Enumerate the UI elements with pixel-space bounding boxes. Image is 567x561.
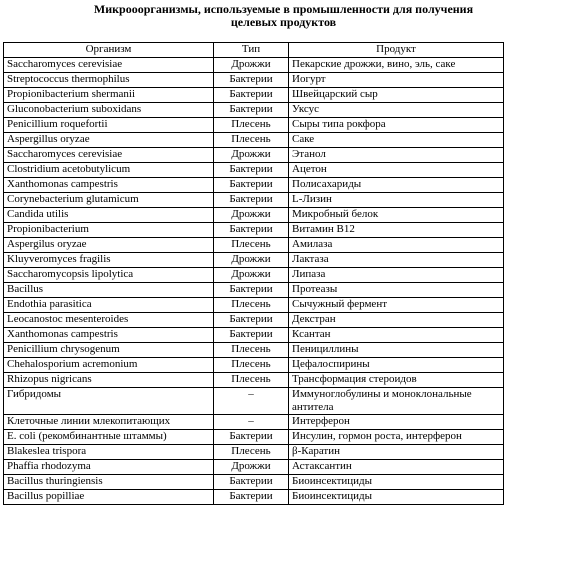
organism-cell: Propionibacterium [4,223,214,238]
type-cell: Дрожжи [214,58,289,73]
type-cell: Плесень [214,373,289,388]
title-line-1: Микрооорганизмы, используемые в промышленности для получения [93,2,474,16]
product-cell: Амилаза [289,238,504,253]
product-cell: Уксус [289,103,504,118]
type-cell: Бактерии [214,490,289,505]
header-product: Продукт [289,43,504,58]
organism-cell: Phaffia rhodozyma [4,460,214,475]
product-cell: Этанол [289,148,504,163]
table-row [4,253,504,268]
type-cell: Бактерии [214,88,289,103]
organism-cell: Bacillus popilliae [4,490,214,505]
type-cell: Дрожжи [214,268,289,283]
organism-cell: E. coli (рекомбинантные штаммы) [4,430,214,445]
type-cell: – [214,415,289,430]
table-row [4,268,504,283]
type-cell: Бактерии [214,313,289,328]
type-cell: Плесень [214,133,289,148]
type-cell: Дрожжи [214,148,289,163]
type-cell: Плесень [214,343,289,358]
product-cell: L-Лизин [289,193,504,208]
organism-cell: Penicillium chrysogenum [4,343,214,358]
organism-cell: Saccharomyces cerevisiae [4,58,214,73]
product-cell: Трансформация стероидов [289,373,504,388]
product-cell: Интерферон [289,415,504,430]
product-cell: Цефалоспирины [289,358,504,373]
table-row [4,208,504,223]
type-cell: Бактерии [214,193,289,208]
title-line-2: целевых продуктов [230,15,337,29]
type-cell: Бактерии [214,103,289,118]
type-cell: Бактерии [214,283,289,298]
document-title [0,3,567,29]
product-cell: Ксантан [289,328,504,343]
organism-cell: Xanthomonas campestris [4,328,214,343]
product-cell: β-Каратин [289,445,504,460]
organism-cell: Clostridium acetobutylicum [4,163,214,178]
type-cell: Дрожжи [214,208,289,223]
header-type: Тип [214,43,289,58]
product-cell: Биоинсектициды [289,475,504,490]
table-row [4,193,504,208]
type-cell: Плесень [214,238,289,253]
table-row [4,148,504,163]
table-row [4,178,504,193]
header-organism: Организм [4,43,214,58]
table-row [4,475,504,490]
table-row [4,58,504,73]
product-cell: Пенициллины [289,343,504,358]
table-row [4,415,504,430]
product-cell: Швейцарский сыр [289,88,504,103]
organism-cell: Corynebacterium glutamicum [4,193,214,208]
product-cell: Иммуноглобулины и моноклональные антитела [289,388,504,415]
organism-cell: Streptococcus thermophilus [4,73,214,88]
organism-cell: Blakeslea trispora [4,445,214,460]
table-row [4,430,504,445]
type-cell: Бактерии [214,430,289,445]
product-cell: Сычужный фермент [289,298,504,313]
type-cell: Плесень [214,118,289,133]
type-cell: Плесень [214,445,289,460]
table-row [4,343,504,358]
table-header-row [4,43,504,58]
table-body [4,58,504,505]
organism-cell: Bacillus [4,283,214,298]
type-cell: Бактерии [214,73,289,88]
organism-cell: Penicillium roquefortii [4,118,214,133]
product-cell: Лактаза [289,253,504,268]
product-cell: Пекарские дрожжи, вино, эль, саке [289,58,504,73]
organism-cell: Candida utilis [4,208,214,223]
product-cell: Инсулин, гормон роста, интерферон [289,430,504,445]
organism-cell: Гибридомы [4,388,214,415]
organism-cell: Leocanostoc mesenteroides [4,313,214,328]
table-row [4,118,504,133]
organism-cell: Aspergilus oryzae [4,238,214,253]
organism-cell: Endothia parasitica [4,298,214,313]
organism-cell: Saccharomycopsis lipolytica [4,268,214,283]
table-row [4,445,504,460]
organism-cell: Клеточные линии млекопитающих [4,415,214,430]
type-cell: Бактерии [214,475,289,490]
type-cell: Плесень [214,358,289,373]
organism-cell: Aspergillus oryzae [4,133,214,148]
table-row [4,358,504,373]
product-cell: Полисахариды [289,178,504,193]
table-row [4,88,504,103]
table-row [4,373,504,388]
product-cell: Микробный белок [289,208,504,223]
product-cell: Астаксантин [289,460,504,475]
product-cell: Биоинсектициды [289,490,504,505]
organism-cell: Rhizopus nigricans [4,373,214,388]
type-cell: Бактерии [214,178,289,193]
product-cell: Витамин B12 [289,223,504,238]
table-row [4,490,504,505]
type-cell: Бактерии [214,328,289,343]
table-row [4,103,504,118]
organism-cell: Kluyveromyces fragilis [4,253,214,268]
product-cell: Декстран [289,313,504,328]
product-cell: Иогурт [289,73,504,88]
table-row [4,298,504,313]
product-cell: Липаза [289,268,504,283]
microorganisms-table [3,42,504,505]
type-cell: – [214,388,289,415]
type-cell: Бактерии [214,163,289,178]
table-row [4,223,504,238]
organism-cell: Propionibacterium shermanii [4,88,214,103]
table-row [4,283,504,298]
table-row [4,328,504,343]
product-cell: Протеазы [289,283,504,298]
type-cell: Дрожжи [214,253,289,268]
table-row [4,238,504,253]
table-row [4,73,504,88]
product-cell: Сыры типа рокфора [289,118,504,133]
table-row [4,313,504,328]
organism-cell: Chehalosporium acremonium [4,358,214,373]
organism-cell: Gluconobacterium suboxidans [4,103,214,118]
table-row [4,460,504,475]
table-row [4,163,504,178]
product-cell: Саке [289,133,504,148]
table-row [4,388,504,415]
table-row [4,133,504,148]
product-cell: Ацетон [289,163,504,178]
organism-cell: Xanthomonas campestris [4,178,214,193]
type-cell: Дрожжи [214,460,289,475]
type-cell: Бактерии [214,223,289,238]
organism-cell: Bacillus thuringiensis [4,475,214,490]
organism-cell: Saccharomyces cerevisiae [4,148,214,163]
type-cell: Плесень [214,298,289,313]
